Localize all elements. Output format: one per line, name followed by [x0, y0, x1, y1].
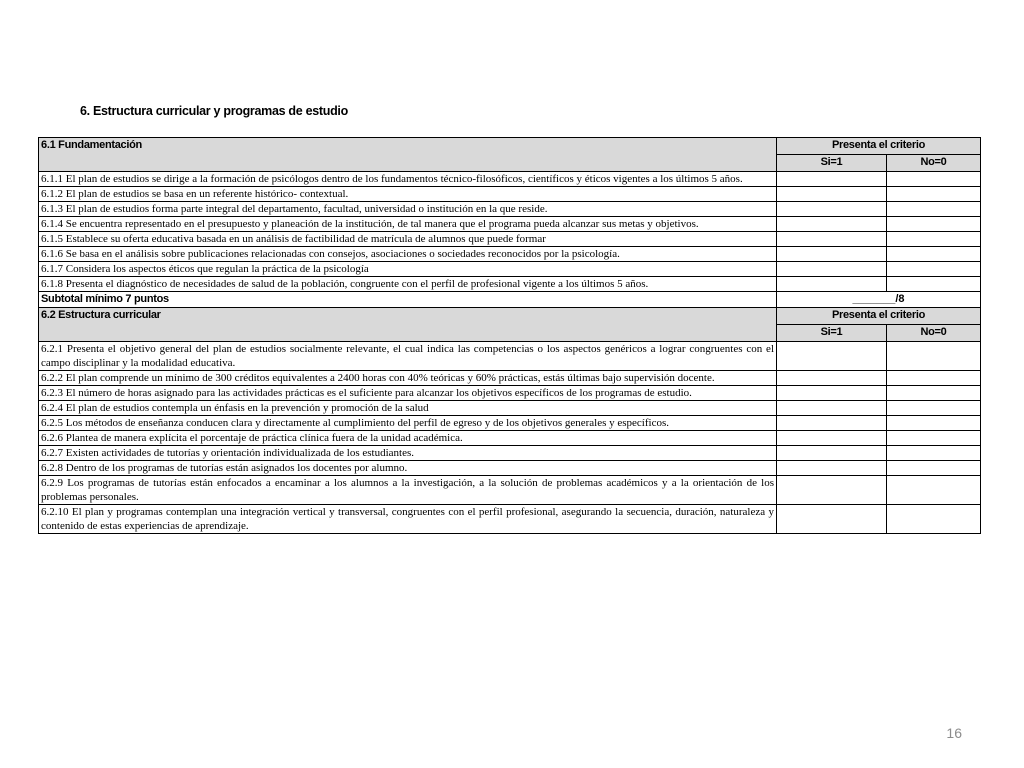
no-cell[interactable]	[887, 247, 981, 262]
no-cell[interactable]	[887, 202, 981, 217]
si-cell[interactable]	[777, 401, 887, 416]
si-cell[interactable]	[777, 461, 887, 476]
section-heading: 6. Estructura curricular y programas de estudio	[80, 104, 348, 118]
no-cell[interactable]	[887, 277, 981, 292]
criterion-text: 6.2.7 Existen actividades de tutorías y orientación individualizada de los estudiantes.	[39, 446, 777, 461]
section-title-6-2: 6.2 Estructura curricular	[39, 308, 777, 342]
no-cell[interactable]	[887, 217, 981, 232]
table-row	[39, 446, 981, 461]
table-row	[39, 217, 981, 232]
table-row	[39, 386, 981, 401]
si-cell[interactable]	[777, 202, 887, 217]
table-row	[39, 431, 981, 446]
si-cell[interactable]	[777, 172, 887, 187]
no-cell[interactable]	[887, 172, 981, 187]
no-cell[interactable]	[887, 187, 981, 202]
table-row	[39, 371, 981, 386]
si-header: Si=1	[777, 325, 887, 342]
page-number: 16	[946, 725, 962, 741]
no-cell[interactable]	[887, 342, 981, 371]
criterion-text: 6.2.10 El plan y programas contemplan una integración vertical y transversal, congruentes con el perfil profesional, asegurando la secuencia, duración, naturaleza y contenido de estas experiencias de aprendizaje.	[39, 505, 777, 534]
criterion-text: 6.1.2 El plan de estudios se basa en un referente histórico- contextual.	[39, 187, 777, 202]
no-cell[interactable]	[887, 371, 981, 386]
no-cell[interactable]	[887, 386, 981, 401]
criterion-text: 6.2.1 Presenta el objetivo general del plan de estudios socialmente relevante, el cual indica las competencias o los aspectos genéricos a lograr congruentes con el campo disciplinar y la modalidad educativa.	[39, 342, 777, 371]
si-cell[interactable]	[777, 232, 887, 247]
no-header: No=0	[887, 325, 981, 342]
si-cell[interactable]	[777, 342, 887, 371]
criterion-text: 6.1.4 Se encuentra representado en el presupuesto y planeación de la institución, de tal manera que el programa pueda alcanzar sus metas y objetivos.	[39, 217, 777, 232]
criterion-text: 6.2.2 El plan comprende un mínimo de 300 créditos equivalentes a 2400 horas con 40% teóricas y 60% prácticas, estás últimas bajo supervisión docente.	[39, 371, 777, 386]
si-header: Si=1	[777, 155, 887, 172]
table-row	[39, 172, 981, 187]
table-row	[39, 401, 981, 416]
criterion-text: 6.1.6 Se basa en el análisis sobre publicaciones relacionadas con consejos, asociaciones o sociedades reconocidos por la psicología.	[39, 247, 777, 262]
no-cell[interactable]	[887, 446, 981, 461]
si-cell[interactable]	[777, 262, 887, 277]
criterion-text: 6.2.3 El número de horas asignado para las actividades prácticas es el suficiente para alcanzar los objetivos específicos de los programas de estudio.	[39, 386, 777, 401]
no-cell[interactable]	[887, 232, 981, 247]
table-row	[39, 505, 981, 534]
table-row	[39, 342, 981, 371]
si-cell[interactable]	[777, 446, 887, 461]
table-row	[39, 476, 981, 505]
table-row	[39, 202, 981, 217]
no-cell[interactable]	[887, 461, 981, 476]
criterion-text: 6.1.7 Considera los aspectos éticos que regulan la práctica de la psicología	[39, 262, 777, 277]
criterion-text: 6.2.4 El plan de estudios contempla un énfasis en la prevención y promoción de la salud	[39, 401, 777, 416]
evaluation-table	[38, 137, 981, 534]
si-cell[interactable]	[777, 505, 887, 534]
si-cell[interactable]	[777, 371, 887, 386]
criterion-text: 6.2.9 Los programas de tutorías están enfocados a encaminar a los alumnos a la investigación, a la solución de problemas académicos y a la orientación de los problemas personales.	[39, 476, 777, 505]
table-row	[39, 187, 981, 202]
table-row	[39, 277, 981, 292]
table-row	[39, 416, 981, 431]
criterion-text: 6.2.5 Los métodos de enseñanza conducen clara y directamente al cumplimiento del perfil de egreso y de los objetivos generales y específicos.	[39, 416, 777, 431]
si-cell[interactable]	[777, 277, 887, 292]
si-cell[interactable]	[777, 476, 887, 505]
si-cell[interactable]	[777, 416, 887, 431]
criterion-text: 6.2.8 Dentro de los programas de tutorías están asignados los docentes por alumno.	[39, 461, 777, 476]
no-cell[interactable]	[887, 505, 981, 534]
criterion-text: 6.1.1 El plan de estudios se dirige a la formación de psicólogos dentro de los fundamentos técnico-filosóficos, científicos y éticos vigentes a los últimos 5 años.	[39, 172, 777, 187]
criterion-text: 6.1.8 Presenta el diagnóstico de necesidades de salud de la población, congruente con el perfil de profesional vigente a los últimos 5 años.	[39, 277, 777, 292]
si-cell[interactable]	[777, 187, 887, 202]
no-cell[interactable]	[887, 416, 981, 431]
no-cell[interactable]	[887, 476, 981, 505]
subtotal-value[interactable]: _______/8	[777, 292, 981, 308]
no-cell[interactable]	[887, 431, 981, 446]
table-row	[39, 262, 981, 277]
criterio-header: Presenta el criterio	[777, 138, 981, 155]
no-cell[interactable]	[887, 401, 981, 416]
si-cell[interactable]	[777, 386, 887, 401]
no-header: No=0	[887, 155, 981, 172]
criterion-text: 6.2.6 Plantea de manera explícita el porcentaje de práctica clínica fuera de la unidad académica.	[39, 431, 777, 446]
si-cell[interactable]	[777, 217, 887, 232]
table-row	[39, 247, 981, 262]
si-cell[interactable]	[777, 431, 887, 446]
criterio-header: Presenta el criterio	[777, 308, 981, 325]
no-cell[interactable]	[887, 262, 981, 277]
criterion-text: 6.1.5 Establece su oferta educativa basada en un análisis de factibilidad de matrícula de alumnos que puede formar	[39, 232, 777, 247]
subtotal-label: Subtotal mínimo 7 puntos	[39, 292, 777, 308]
criterion-text: 6.1.3 El plan de estudios forma parte integral del departamento, facultad, universidad o institución en la que reside.	[39, 202, 777, 217]
table-row	[39, 232, 981, 247]
section-title-6-1: 6.1 Fundamentación	[39, 138, 777, 172]
table-row	[39, 461, 981, 476]
si-cell[interactable]	[777, 247, 887, 262]
